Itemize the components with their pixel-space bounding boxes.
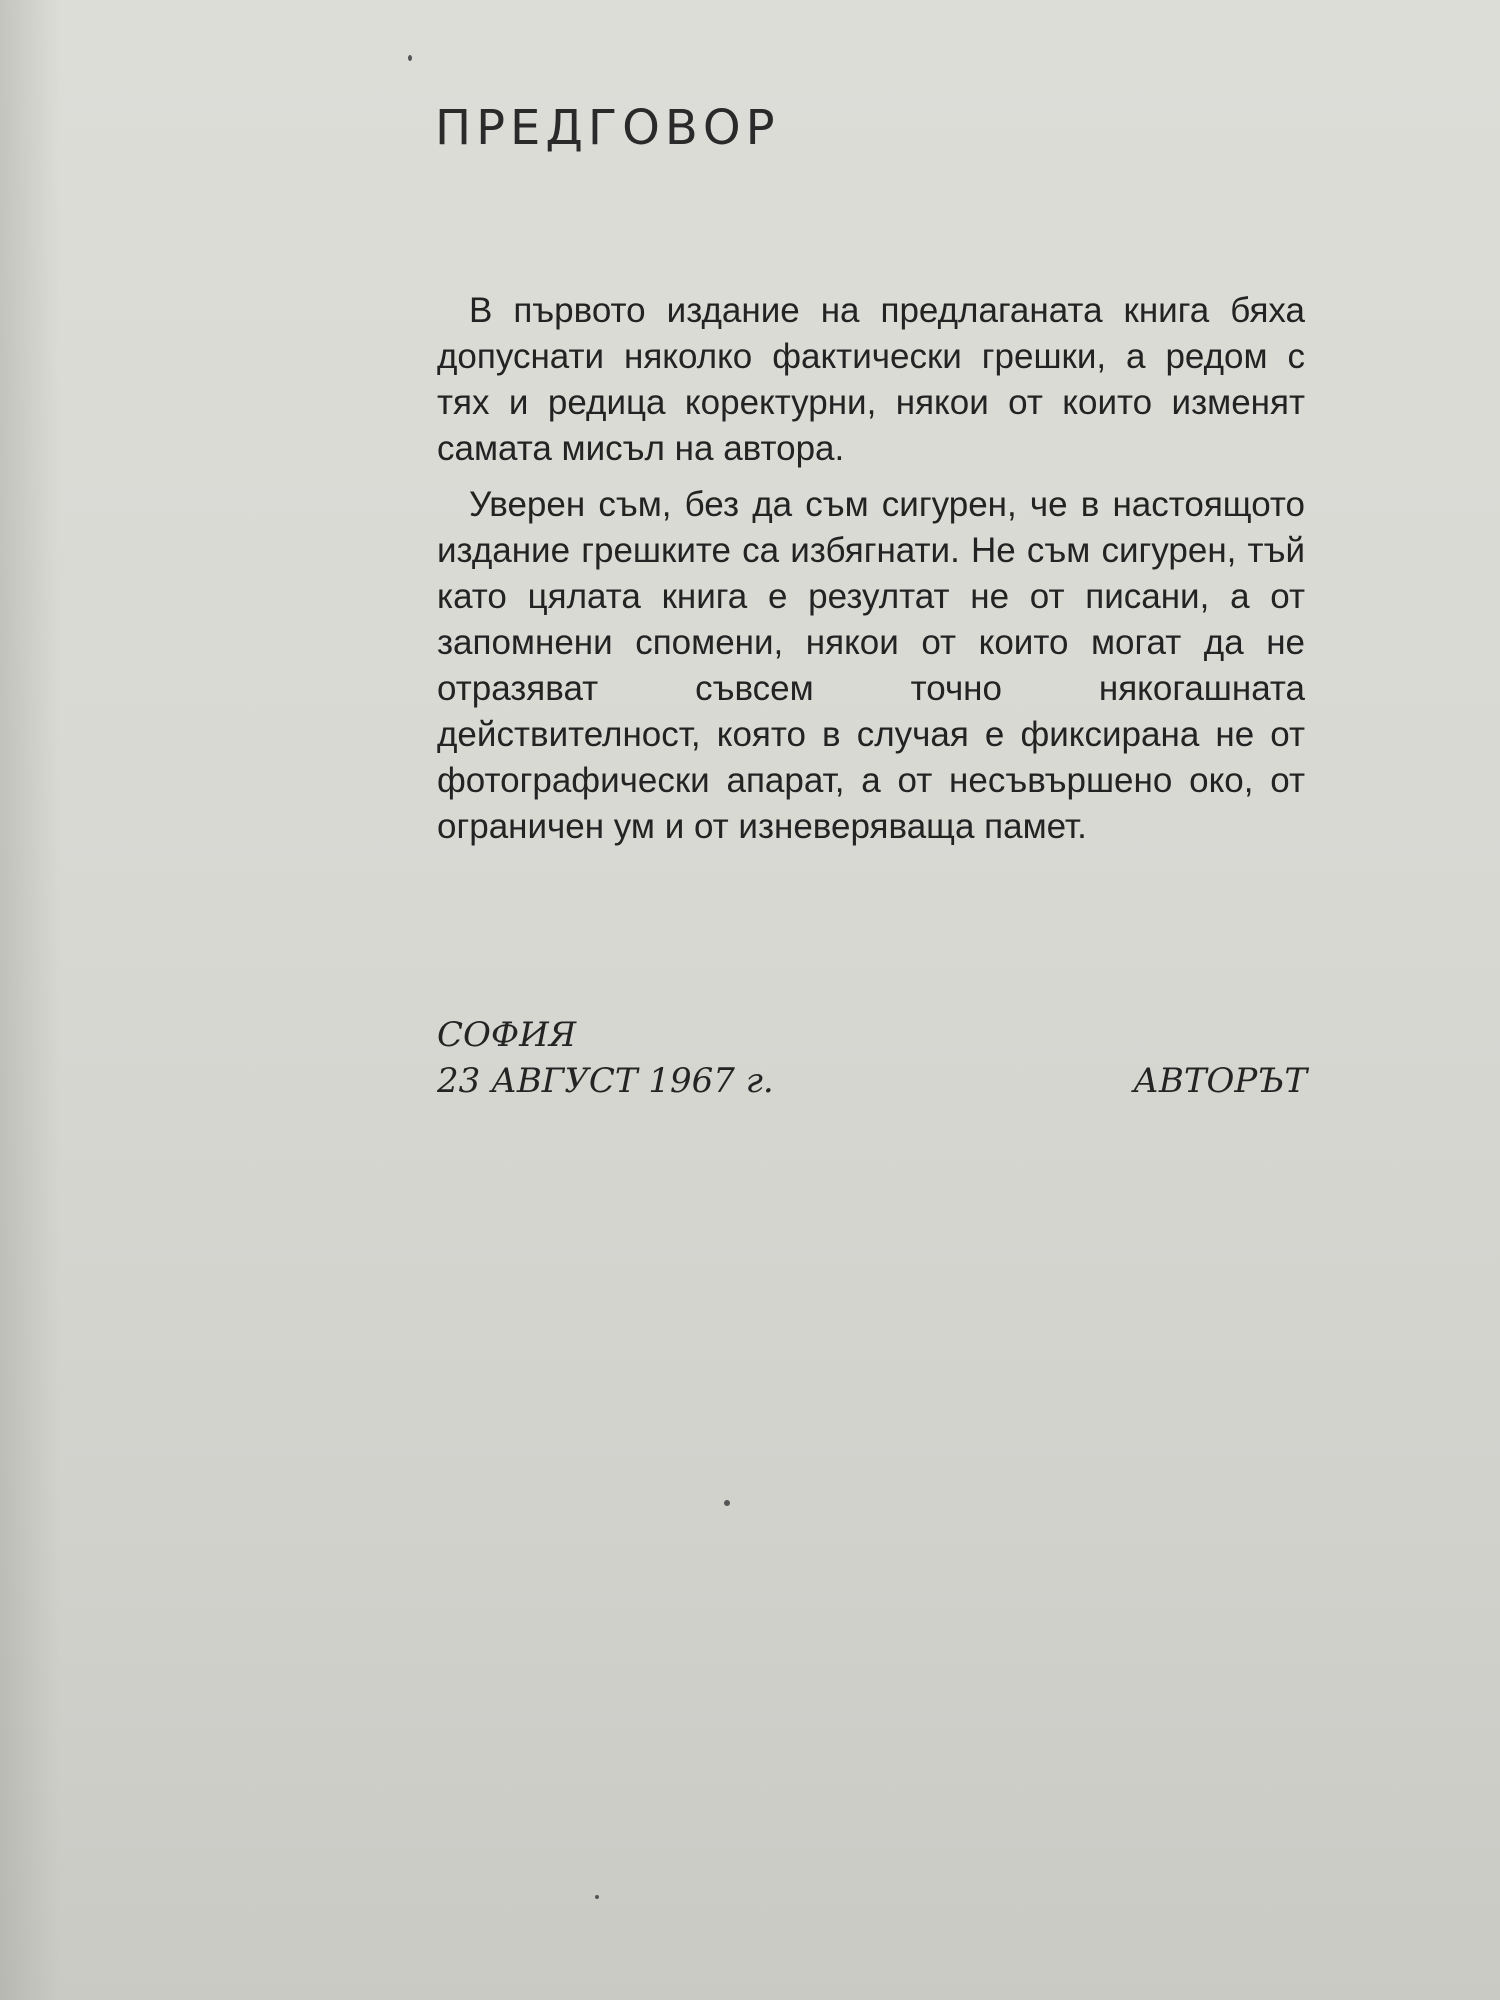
signature-date: 23 АВГУСТ 1967 г. [437,1061,774,1101]
paper-speck [724,1500,730,1506]
preface-text [437,288,1305,860]
signature-row [437,1058,1307,1104]
signature-place: СОФИЯ [437,1015,577,1055]
signature-author: АВТОРЪТ [1133,1061,1307,1101]
page-title: ПРЕДГОВОР [435,100,780,156]
signature-block [437,1012,1307,1104]
paper-speck [408,55,412,61]
preface-paragraph-2: Уверен съм, без да съм сигурен, че в настоящото издание грешките са избягнати. Не съм сигурен, тъй като цялата книга е резултат не от писани, а от запомнени спомени, някои от които могат да не отразяват съвсем точно някогашната действителност, която в случая е фиксирана не от фотографически апарат, а от несъвършено око, от ограничен ум и от изневеряваща памет. [437,485,1305,846]
preface-paragraph-1: В първото издание на предлаганата книга бяха допуснати няколко фактически грешки, а редом с тях и редица коректурни, някои от които изменят самата мисъл на автора. [437,291,1305,468]
paper-speck [595,1895,599,1899]
